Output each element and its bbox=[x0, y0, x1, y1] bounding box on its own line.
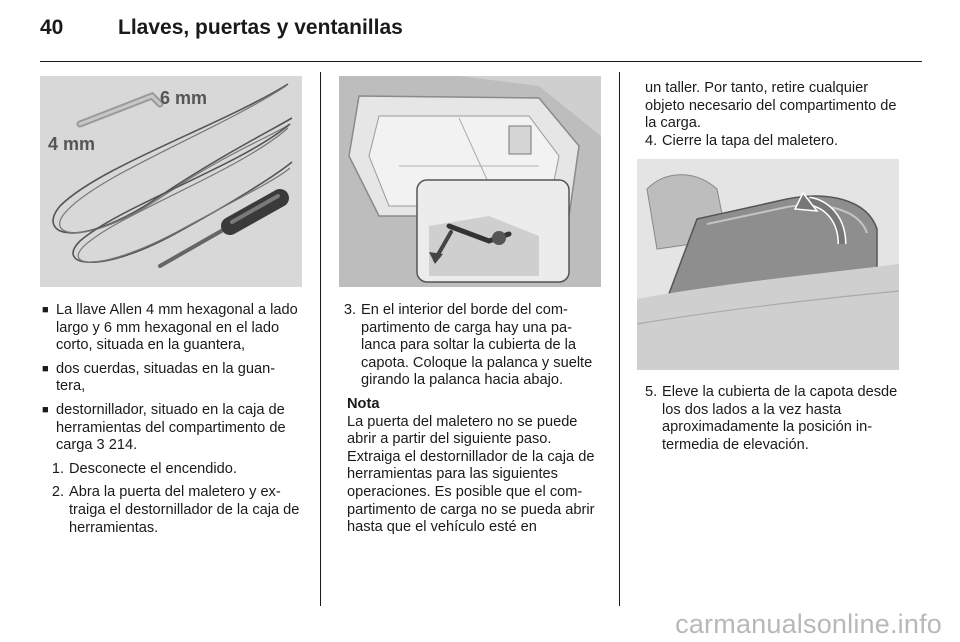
list-item: ■ La llave Allen 4 mm hexagonal a lado largo y 6 mm hexagonal en el lado corto, situada en la guantera, bbox=[42, 302, 298, 354]
note-title: Nota bbox=[347, 395, 380, 412]
page-header bbox=[40, 16, 403, 40]
column-2 bbox=[340, 302, 605, 537]
trunk-lever-illustration bbox=[339, 76, 601, 287]
step-item: 5. Eleve la cubierta de la capota desde los dos lados a la vez hasta aproximadamente la posición in-termedia de elevación. bbox=[645, 384, 898, 453]
note-text: La puerta del maletero no se puede abrir a partir del siguiente paso. bbox=[347, 413, 578, 448]
list-item: ■ destornillador, situado en la caja de herramientas del compartimento de carga 3 214. bbox=[42, 401, 286, 454]
column-divider-1 bbox=[320, 72, 321, 606]
page-number: 40 bbox=[40, 16, 64, 39]
column-divider-2 bbox=[619, 72, 620, 606]
body-paragraph: Extraiga el destornillador de la caja de herramientas para las siguientes operaciones. Es posible que el com-partimento de carga no se pueda abrir hasta que el vehículo esté en bbox=[347, 448, 595, 536]
list-item: ■ dos cuerdas, situadas en la guan-tera, bbox=[42, 360, 276, 395]
bullet-square-icon: ■ bbox=[42, 362, 49, 375]
label-6mm: 6 mm bbox=[160, 88, 208, 108]
step-item: 3. En el interior del borde del com-partimento de carga hay una pa-lanca para soltar la cubierta de la capota. Coloque la palanca y suelte girando la palanca hacia abajo. bbox=[343, 302, 593, 389]
watermark: carmanualsonline.info bbox=[675, 609, 942, 639]
chapter-title: Llaves, puertas y ventanillas bbox=[118, 16, 403, 39]
header-rule bbox=[40, 61, 922, 62]
column-3-bottom bbox=[645, 384, 905, 460]
bullet-square-icon: ■ bbox=[42, 403, 49, 416]
step-item: 2. Abra la puerta del maletero y ex-traiga el destornillador de la caja de herramientas. bbox=[51, 484, 300, 536]
column-1 bbox=[42, 302, 304, 543]
convertible-roof-illustration bbox=[637, 159, 899, 370]
step-item: 1. Desconecte el encendido. bbox=[51, 460, 237, 477]
step-item: 4. Cierre la tapa del maletero. bbox=[645, 132, 839, 149]
tools-illustration bbox=[40, 76, 302, 287]
label-4mm: 4 mm bbox=[48, 134, 96, 154]
bullet-square-icon: ■ bbox=[42, 304, 49, 316]
column-3-top bbox=[645, 80, 905, 156]
body-paragraph: un taller. Por tanto, retire cualquier objeto necesario del compartimento de la carga. bbox=[645, 80, 897, 132]
